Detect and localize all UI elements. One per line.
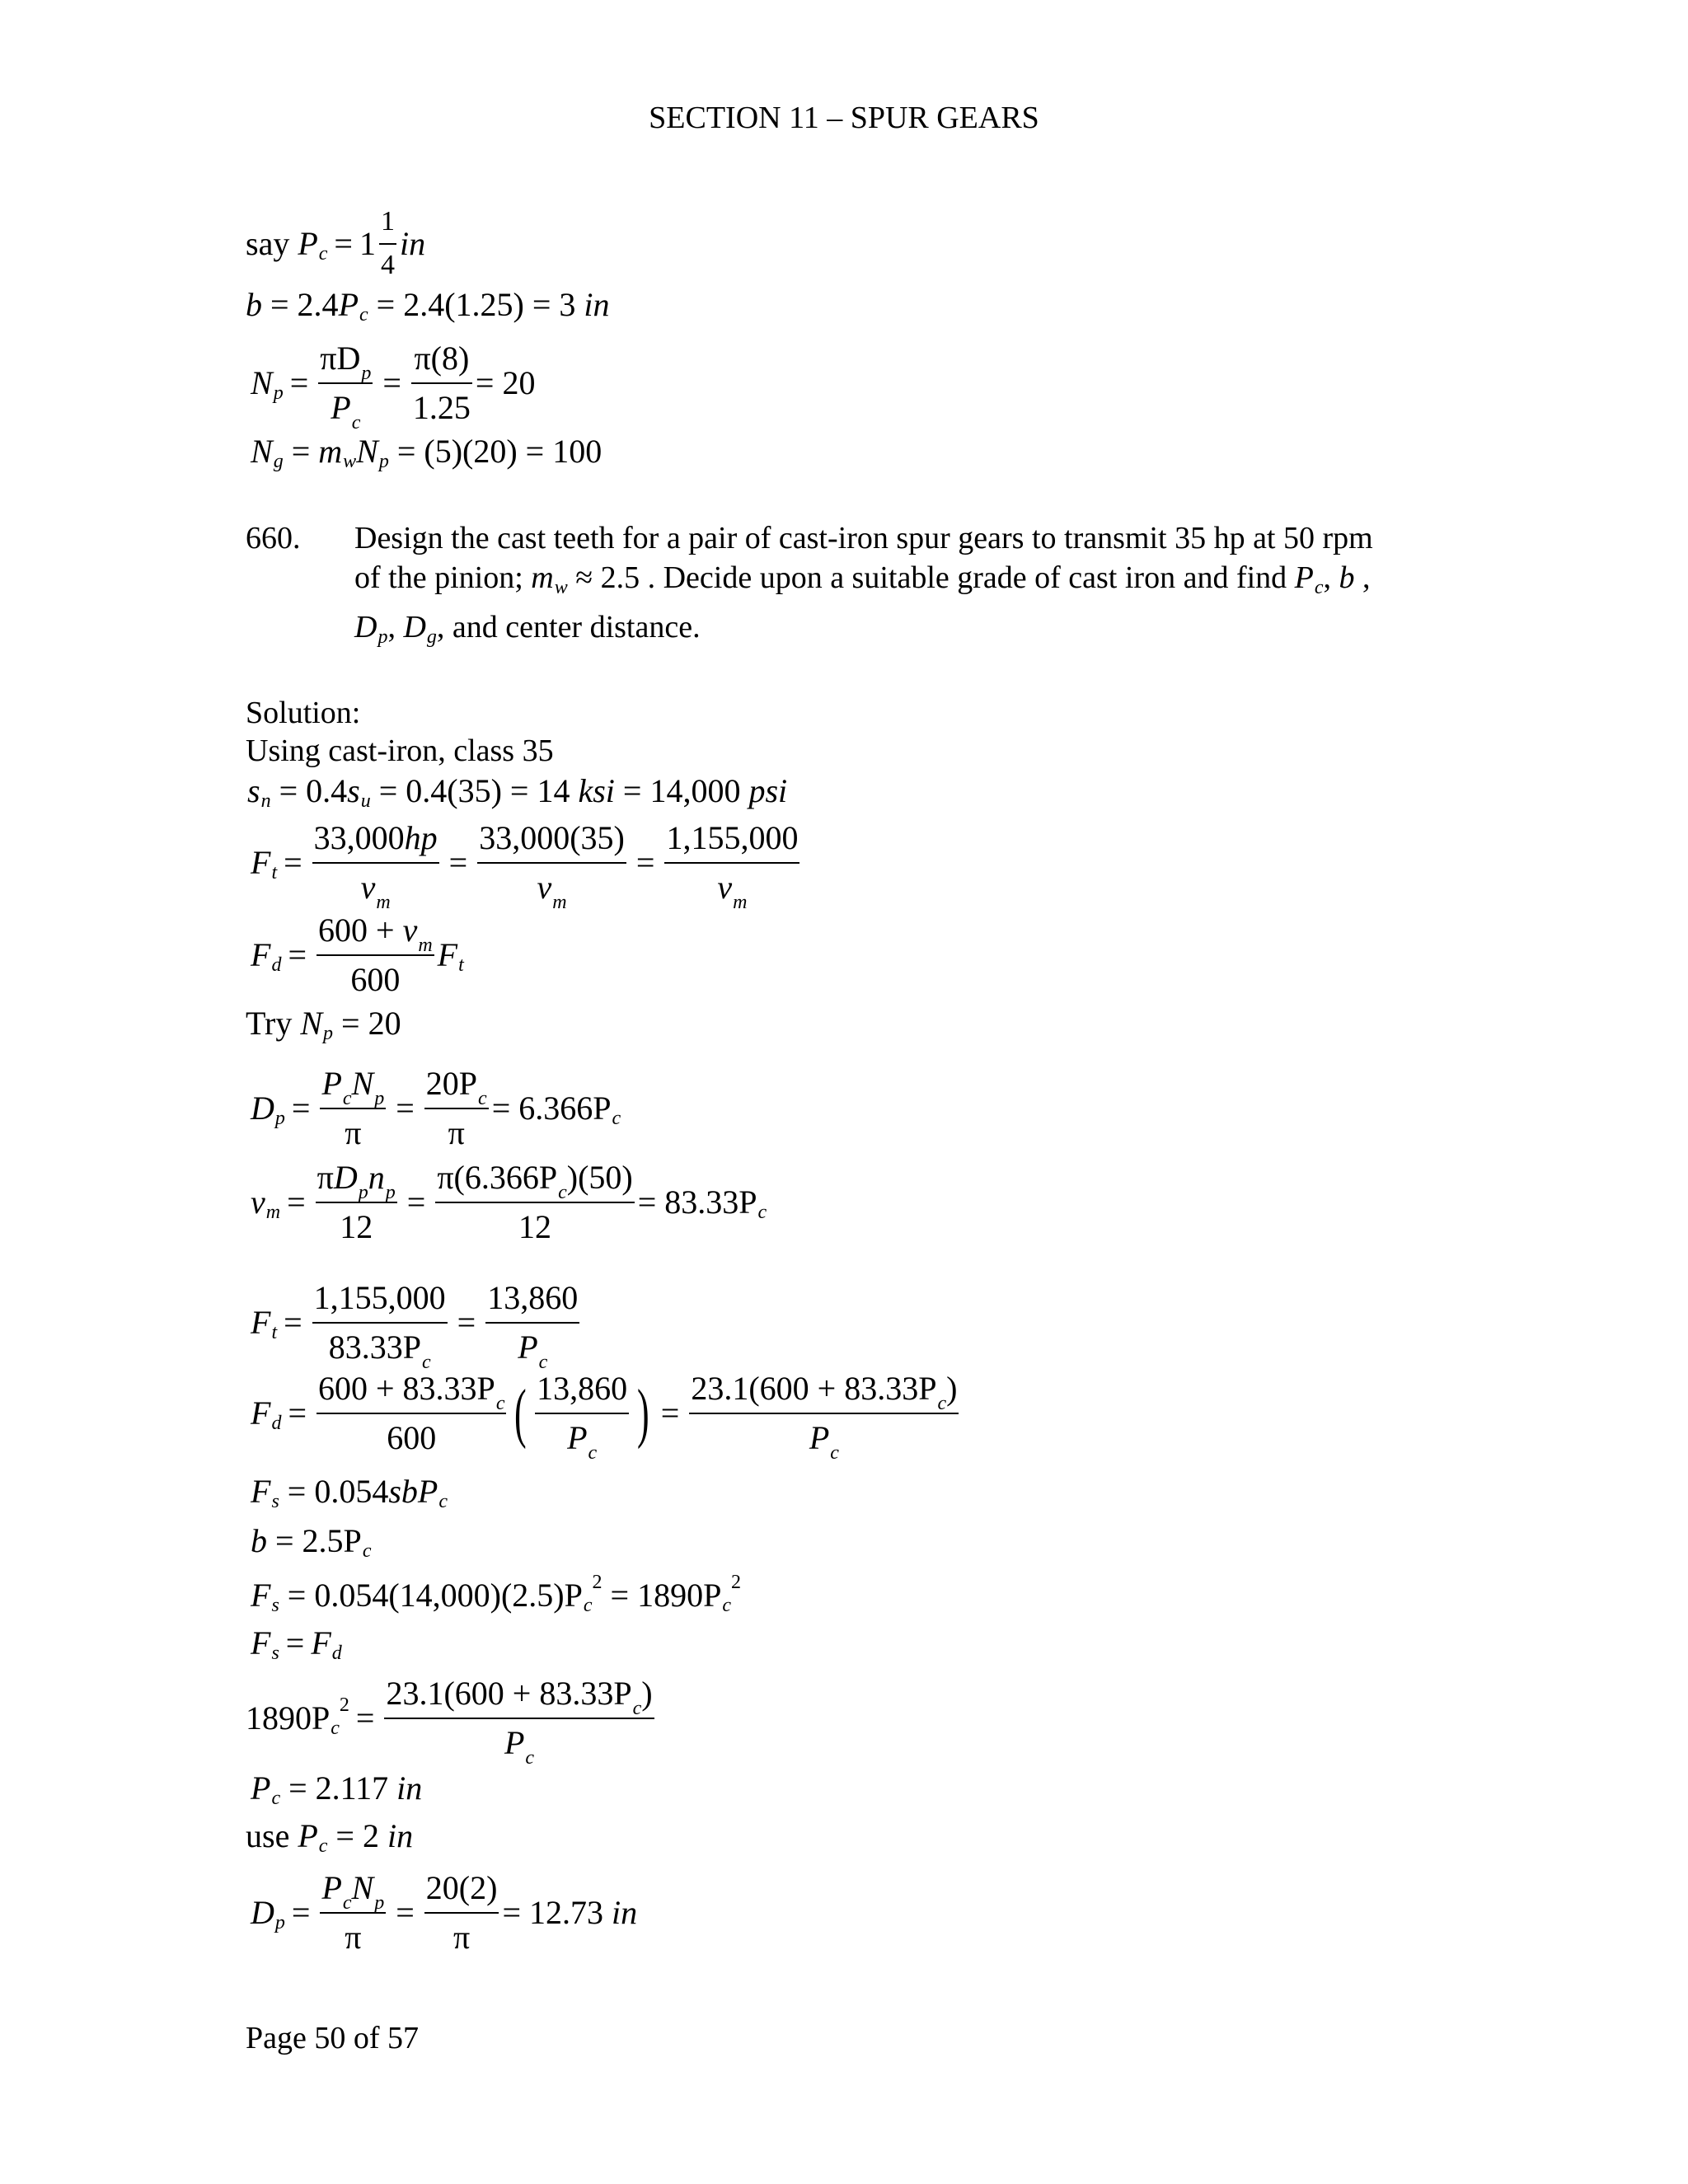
- fs-equation: F s = 0.054 sbP c: [251, 1473, 448, 1512]
- page-header: SECTION 11 – SPUR GEARS: [649, 101, 1039, 135]
- dp-equation: D p = $\frac{P_cN_p}{\pi}$ = $\frac{20P_c}{\pi}$ = 6.366P c: [251, 1065, 621, 1151]
- fs-value-equation: F s = 0.054(14,000)(2.5)P c 2 = 1890P c 2: [251, 1572, 741, 1616]
- page-footer: Page 50 of 57: [246, 2021, 420, 2055]
- b-equation: b = 2.4 P c = 2.4(1.25) = 3 in: [246, 286, 610, 326]
- np-equation: N p = $\frac{\pi D_p}{P_c}$ = $\frac{\pi(8)}{1.25}$ = 20: [251, 340, 536, 434]
- ng-equation: N g = m w N p = (5)(20) = 100: [251, 433, 603, 472]
- solve-equation: 1890P c 2 = $\frac{23.1(600 + 83.33P_c)}{P_c}$: [246, 1675, 653, 1769]
- pc-fraction: $\frac{1}{4}$: [380, 206, 395, 280]
- ft-substituted-equation: F t = $\frac{1,155,000}{83.33P_c}$ = $\frac{13,860}{P_c}$: [251, 1279, 579, 1373]
- fd-equation: F d = $\frac{600 + v_m}{600}$ F t: [251, 912, 464, 998]
- vm-equation: v m = $\frac{\pi D_pn_p}{12}$ = $\frac{\pi(6.366P_c)(50)}{12}$ = 83.33P c: [251, 1159, 767, 1245]
- ft-equation: F t = $\frac{33,000hp}{v_m}$ = $\frac{33,000(35)}{v_m}$ = $\frac{1,155,000}{v_m}$: [251, 819, 799, 913]
- use-pc-line: use P c = 2 in: [246, 1817, 414, 1857]
- solution-heading: Solution:: [246, 696, 361, 730]
- problem-line-3: D p , D g , and center distance.: [354, 610, 701, 648]
- material-line: Using cast-iron, class 35: [246, 733, 554, 768]
- problem-line-2: of the pinion; m w ≈ 2.5 . Decide upon a suitable grade of cast iron and find P c , b ,: [354, 560, 1371, 598]
- sn-equation: s n = 0.4 s u = 0.4(35) = 14 ksi = 14,000 psi: [247, 772, 788, 812]
- fs-equals-fd: F s = F d: [251, 1624, 342, 1664]
- unit-in: in: [399, 224, 426, 262]
- pc-choice-line: say P c = 1 $\frac{1}{4}$ in: [246, 204, 425, 283]
- pc-result: P c = 2.117 in: [251, 1769, 423, 1809]
- problem-number: 660.: [246, 521, 301, 555]
- try-np-line: Try N p = 20: [246, 1005, 401, 1044]
- b-width-equation: b = 2.5P c: [251, 1522, 372, 1562]
- say-word: say: [246, 224, 290, 262]
- fd-substituted-equation: F d = $\frac{600 + 83.33P_c}{600}$ ( $\frac{13,860}{P_c}$ ) = $\frac{23.1(600 + 83.33P_c)}{P_c}$: [251, 1370, 958, 1464]
- dp-final-equation: D p = $\frac{P_cN_p}{\pi}$ = $\frac{20(2)}{\pi}$ = 12.73 in: [251, 1869, 638, 1956]
- pc-whole: 1: [359, 224, 376, 262]
- problem-line-1: Design the cast teeth for a pair of cast-iron spur gears to transmit 35 hp at 50 rpm: [354, 521, 1373, 555]
